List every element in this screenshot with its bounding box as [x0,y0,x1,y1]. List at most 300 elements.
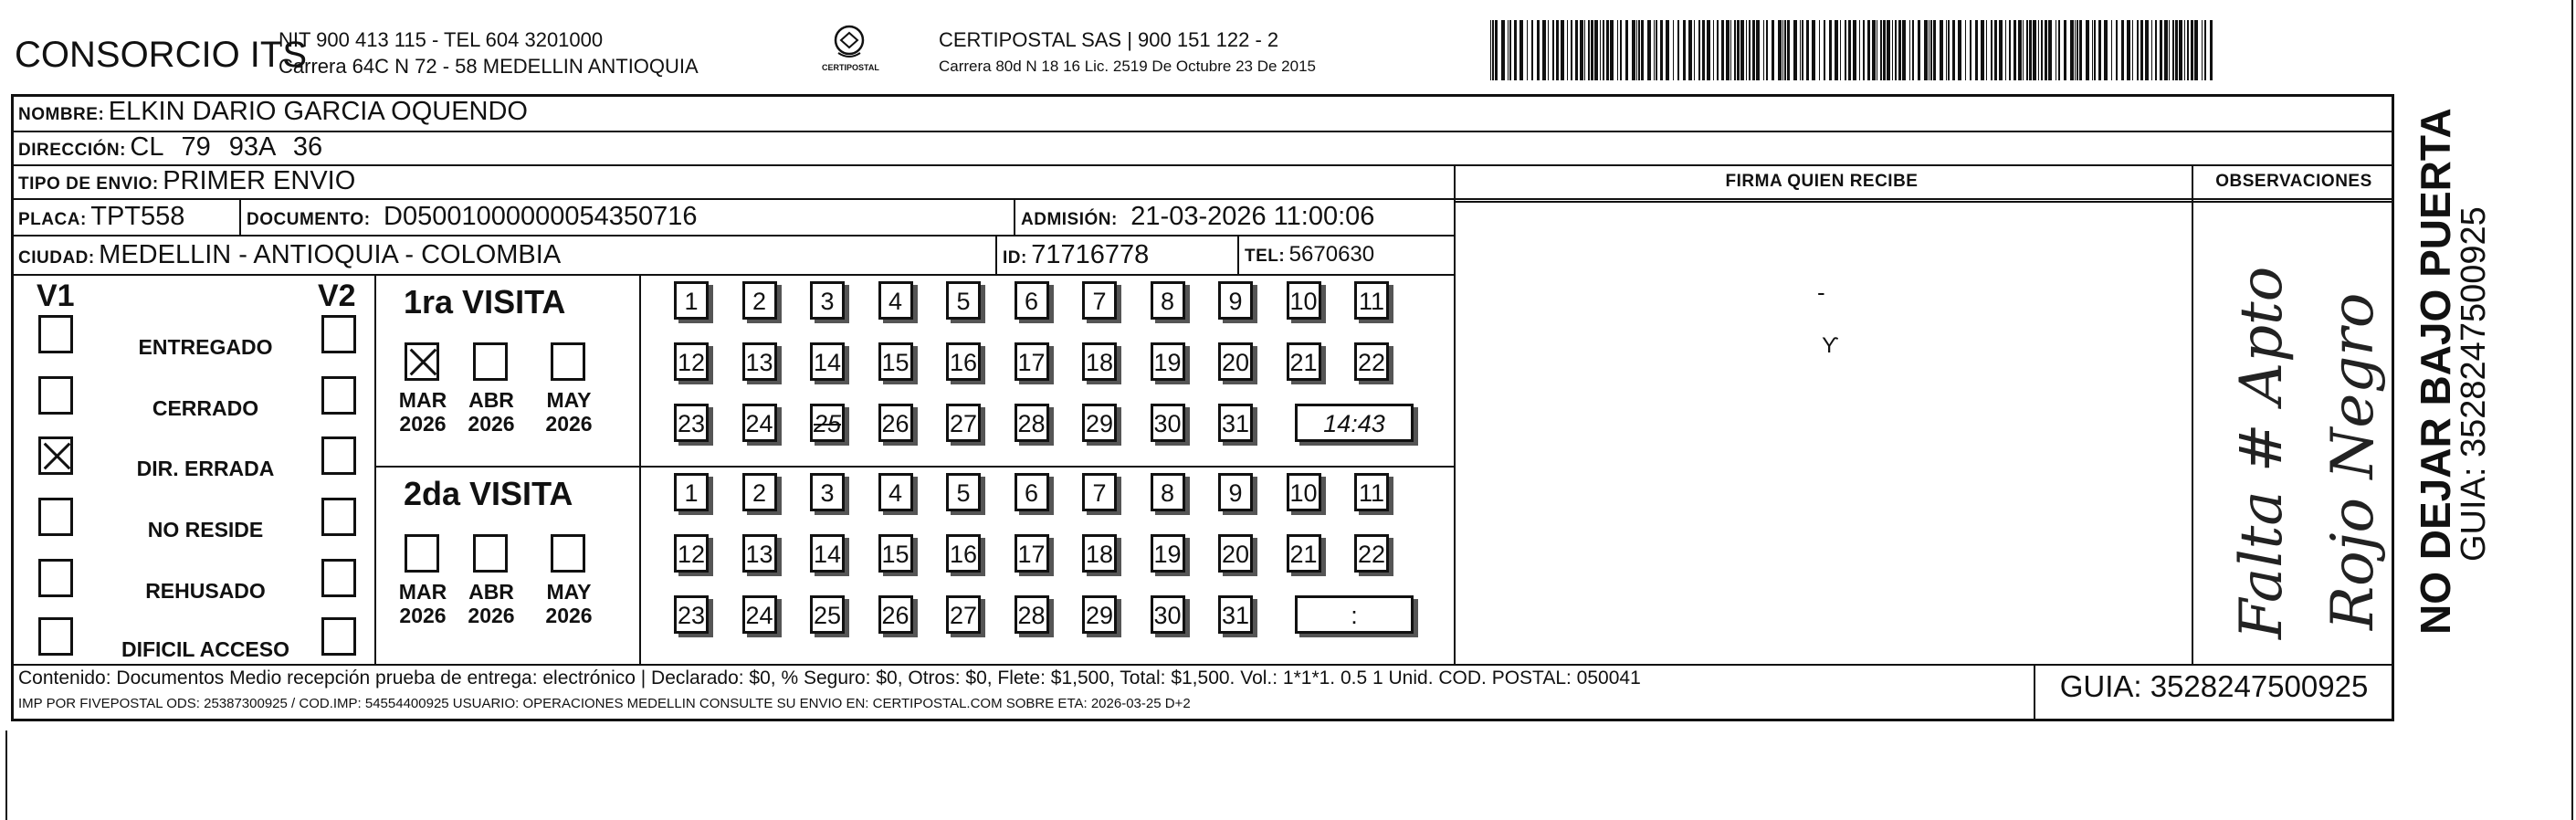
firma-mark: - [1817,279,1825,306]
barcode-bar [1688,20,1692,80]
barcode-bar [1782,20,1783,80]
v2-checkbox[interactable] [321,315,356,353]
barcode-bar [1778,20,1782,80]
day-box[interactable]: 15 [878,342,913,381]
barcode-bar [1713,20,1714,80]
barcode-bar [1636,20,1637,80]
imp-line: IMP POR FIVEPOSTAL ODS: 25387300925 / COD.IMP: 54554400925 USUARIO: OPERACIONES MEDELLIN CONSULTE SU ENVIO EN: CERTIPOSTAL.COM SOBRE ETA: 2026-03-25 D+2 [18,696,1191,711]
barcode-bar [1620,20,1622,80]
contenido-line: Contenido: Documentos Medio recepción prueba de entrega: electrónico | Declarado: $0, % Seguro: $0, Otros: $0, Flete: $1,500, Total: $1,500. Vol.: 1*1*1. 0.5 1 Unid. COD. POSTAL: 050041 [18,668,1641,689]
barcode-bar [1571,20,1572,80]
v2-checkbox[interactable] [321,376,356,415]
status-label: DIR. ERRADA [136,457,275,480]
barcode-bar [1647,20,1651,80]
day-box[interactable]: 18 [1082,342,1117,381]
barcode-bar [2077,20,2078,80]
day-box[interactable]: 21 [1287,534,1321,573]
day-box[interactable]: 2 [742,473,777,511]
v1-checkbox[interactable] [38,315,73,353]
barcode-bar [1981,20,1984,80]
barcode-bar [2164,20,2168,80]
page-edge [2571,0,2573,820]
day-box[interactable]: 19 [1151,534,1185,573]
barcode-bar [2041,20,2043,80]
day-box[interactable]: 28 [1015,595,1049,634]
ciudad-value: MEDELLIN - ANTIOQUIA - COLOMBIA [99,240,562,269]
barcode-bar [2094,20,2096,80]
barcode-bar [1812,20,1815,80]
day-box[interactable]: 27 [946,595,981,634]
barcode-bar [1883,20,1886,80]
day-box[interactable]: 17 [1015,534,1049,573]
barcode-bar [1527,20,1528,80]
barcode-bar [1924,20,1928,80]
barcode-bar [1632,20,1635,80]
firma-label: FIRMA QUIEN RECIBE [1725,172,1919,191]
barcode-bar [2104,20,2108,80]
barcode-bar [1819,20,1820,80]
barcode-bar [2058,20,2060,80]
month-checkbox[interactable] [473,342,508,381]
day-box[interactable]: 19 [1151,342,1185,381]
tipo-value: PRIMER ENVIO [163,166,356,195]
nit-line: NIT 900 413 115 - TEL 604 3201000 [279,28,604,51]
day-box[interactable]: 14 [810,534,845,573]
barcode-bar [1660,20,1663,80]
day-box[interactable]: 1 [674,281,709,320]
day-box[interactable]: 27 [946,404,981,442]
day-box[interactable]: 13 [742,534,777,573]
logo-text: CERTIPOSTAL [822,63,879,72]
barcode-bar [1603,20,1604,80]
placa-cell [18,202,184,232]
day-box[interactable]: 1 [674,473,709,511]
barcode-bar [2210,20,2213,80]
month-checkbox[interactable] [405,342,439,381]
v2-checkbox[interactable] [321,559,356,597]
sender-address: Carrera 64C N 72 - 58 MEDELLIN ANTIOQUIA [279,55,699,78]
day-box[interactable]: 25 [810,595,845,634]
barcode-bar [1898,20,1901,80]
tel-value: 5670630 [1288,242,1375,267]
time-box[interactable]: : [1295,595,1414,634]
day-box[interactable]: 23 [674,404,709,442]
barcode-bar [1848,20,1851,80]
barcode-bar [1859,20,1860,80]
placa-value: TPT558 [90,202,185,231]
placa-label: PLACA: [18,210,87,229]
id-value: 71716778 [1031,240,1150,269]
company-address: Carrera 80d N 18 16 Lic. 2519 De Octubre 23 De 2015 [939,58,1316,75]
v2-checkbox[interactable] [321,498,356,536]
barcode-bar [1606,20,1609,80]
day-box[interactable]: 20 [1218,342,1253,381]
barcode-bar [1702,20,1705,80]
month-label: MAY [546,580,592,604]
barcode-bar [1561,20,1564,80]
v1-label: V1 [37,279,75,313]
barcode-bar [2048,20,2052,80]
barcode-bar [1580,20,1583,80]
barcode-bar [1752,20,1755,80]
barcode-bar [1872,20,1876,80]
barcode-bar [1730,20,1731,80]
barcode-bar [2184,20,2185,80]
barcode-bar [1734,20,1736,80]
barcode-bar [1556,20,1559,80]
barcode-bar [1756,20,1760,80]
day-box[interactable]: 30 [1151,595,1185,634]
barcode-bar [1591,20,1593,80]
barcode-bar [1940,20,1943,80]
day-box[interactable]: 3 [810,281,845,320]
barcode-bar [1531,20,1533,80]
barcode-bar [1835,20,1838,80]
day-box[interactable]: 25 [810,404,845,442]
barcode-bar [1853,20,1856,80]
barcode-bar [1800,20,1801,80]
barcode-bar [1895,20,1897,80]
day-box[interactable]: 29 [1082,595,1117,634]
barcode-bar [1575,20,1578,80]
barcode-bar [2070,20,2074,80]
barcode-bar [1584,20,1585,80]
day-box[interactable]: 7 [1082,473,1117,511]
day-box[interactable]: 12 [674,534,709,573]
day-box[interactable]: 24 [742,595,777,634]
barcode-bar [1698,20,1700,80]
status-label: CERRADO [152,396,259,420]
barcode-bar [1746,20,1747,80]
barcode-bar [2151,20,2152,80]
barcode-bar [1617,20,1618,80]
id-cell [1003,240,1149,270]
barcode-bar [2191,20,2193,80]
barcode-bar [1673,20,1674,80]
day-box[interactable]: 15 [878,534,913,573]
month-label: MAR [398,388,447,412]
barcode-bar [1508,20,1509,80]
barcode-bar [1867,20,1870,80]
day-box[interactable]: 3 [810,473,845,511]
barcode-bar [1970,20,1971,80]
barcode-bar [2026,20,2028,80]
day-box[interactable]: 13 [742,342,777,381]
barcode-bar [1986,20,1987,80]
barcode-bar [1766,20,1768,80]
barcode-bar [2018,20,2022,80]
day-box[interactable]: 12 [674,342,709,381]
barcode-bar [1952,20,1955,80]
year-label: 2026 [468,412,515,436]
barcode-bar [1975,20,1978,80]
admision-cell [1021,202,1374,232]
v1-checkbox[interactable] [38,559,73,597]
year-label: 2026 [545,412,593,436]
barcode-bar [1548,20,1549,80]
company-line: CERTIPOSTAL SAS | 900 151 122 - 2 [939,28,1279,51]
barcode-bar [1509,20,1511,80]
barcode-bar [1902,20,1906,80]
day-box[interactable]: 26 [878,595,913,634]
barcode-bar [1501,20,1505,80]
day-box[interactable]: 6 [1015,281,1049,320]
barcode-bar [2098,20,2101,80]
barcode-bar [1863,20,1865,80]
documento-cell [247,202,698,232]
day-box[interactable]: 11 [1354,281,1389,320]
direccion-label: DIRECCIÓN: [18,141,126,160]
day-box[interactable]: 18 [1082,534,1117,573]
barcode-bar [1737,20,1740,80]
status-label: DIFICIL ACCESO [121,637,289,661]
barcode-bar [1490,20,1491,80]
barcode-bar [1567,20,1568,80]
barcode-bar [1610,20,1614,80]
barcode-bar [1683,20,1686,80]
day-box[interactable]: 4 [878,281,913,320]
v1-checkbox[interactable] [38,376,73,415]
barcode-bar [2045,20,2047,80]
day-box[interactable]: 14 [810,342,845,381]
day-box[interactable]: 31 [1218,404,1253,442]
barcode-bar [1958,20,1961,80]
certipostal-logo [822,24,877,72]
tipo-label: TIPO DE ENVIO: [18,174,159,194]
barcode-bar [1707,20,1710,80]
barcode-bar [1588,20,1590,80]
obs-handwriting-1: Falta # Apto [2228,266,2296,639]
day-box[interactable]: 23 [674,595,709,634]
barcode-bar [2175,20,2178,80]
barcode-bar [2204,20,2206,80]
barcode-bar [2160,20,2162,80]
day-box[interactable]: 24 [742,404,777,442]
barcode-bar [1887,20,1890,80]
time-box[interactable]: 14:43 [1295,404,1414,442]
barcode-bar [1880,20,1882,80]
v1-checkbox[interactable] [38,498,73,536]
tel-cell [1245,242,1374,268]
day-box[interactable]: 21 [1287,342,1321,381]
barcode-bar [1802,20,1803,80]
barcode-bar [1594,20,1598,80]
barcode-bar [1918,20,1920,80]
barcode-bar [2169,20,2170,80]
barcode-bar [1824,20,1825,80]
day-box[interactable]: 28 [1015,404,1049,442]
barcode-bar [1991,20,1992,80]
brand-name: CONSORCIO ITS [15,35,308,75]
barcode-bar [1666,20,1669,80]
barcode-bar [2140,20,2143,80]
barcode-bar [2172,20,2174,80]
direccion-row [18,132,322,163]
barcode-bar [2092,20,2093,80]
barcode-bar [1829,20,1832,80]
tipo-row [18,166,355,196]
barcode-bar [2029,20,2032,80]
v1-checkbox[interactable] [38,617,73,656]
direccion-value: CL 79 93A 36 [130,132,323,162]
day-box[interactable]: 30 [1151,404,1185,442]
barcode-bar [1845,20,1846,80]
barcode-bar [1721,20,1724,80]
barcode-bar [1542,20,1546,80]
barcode-bar [1726,20,1730,80]
day-box[interactable]: 22 [1354,534,1389,573]
nombre-row [18,97,528,127]
day-box[interactable]: 7 [1082,281,1117,320]
barcode-bar [2075,20,2076,80]
month-checkbox[interactable] [405,534,439,573]
barcode-bar [2009,20,2011,80]
barcode-bar [1641,20,1644,80]
barcode-bar [2079,20,2082,80]
barcode-bar [1784,20,1786,80]
barcode-bar [1933,20,1936,80]
barcode-bar [2038,20,2039,80]
ciudad-cell [18,240,561,270]
year-label: 2026 [468,604,515,627]
observaciones-label: OBSERVACIONES [2215,172,2372,191]
admision-value: 21-03-2026 11:00:06 [1130,202,1375,231]
barcode-bar [1717,20,1719,80]
day-box[interactable]: 11 [1354,473,1389,511]
day-box[interactable]: 2 [742,281,777,320]
day-box[interactable]: 16 [946,342,981,381]
barcode-bar [1946,20,1947,80]
second-visit-label: 2da VISITA [404,475,573,512]
barcode-bar [2155,20,2157,80]
v2-label: V2 [318,279,356,313]
barcode-bar [2194,20,2198,80]
nombre-value: ELKIN DARIO GARCIA OQUENDO [108,97,528,126]
status-label: ENTREGADO [138,335,273,359]
day-box[interactable]: 9 [1218,473,1253,511]
barcode-bar [2187,20,2189,80]
barcode-bar [2132,20,2133,80]
year-label: 2026 [399,604,447,627]
documento-label: DOCUMENTO: [247,210,371,229]
side-guia-text: GUIA: 3528247500925 [2455,206,2493,562]
barcode-bar [1763,20,1764,80]
barcode [1488,20,2219,80]
barcode-bar [1495,20,1498,80]
barcode-bar [1492,20,1494,80]
no-dejar-text: NO DEJAR BAJO PUERTA [2412,108,2459,635]
day-box[interactable]: 16 [946,534,981,573]
nombre-label: NOMBRE: [18,105,105,124]
day-box[interactable]: 6 [1015,473,1049,511]
day-box[interactable]: 10 [1287,281,1321,320]
barcode-bar [1909,20,1910,80]
barcode-bar [2116,20,2118,80]
month-label: ABR [468,580,514,604]
barcode-bar [2137,20,2139,80]
status-label: NO RESIDE [147,518,264,541]
barcode-bar [1654,20,1655,80]
barcode-bar [1999,20,2003,80]
barcode-bar [2202,20,2203,80]
day-box[interactable]: 8 [1151,281,1185,320]
day-box[interactable]: 26 [878,404,913,442]
barcode-bar [2111,20,2112,80]
barcode-bar [1840,20,1841,80]
guia-box: GUIA: 3528247500925 [2059,669,2369,703]
barcode-bar [2064,20,2066,80]
barcode-bar [2127,20,2130,80]
day-box[interactable]: 4 [878,473,913,511]
barcode-bars [1488,20,2219,80]
day-box[interactable]: 22 [1354,342,1389,381]
barcode-bar [1930,20,1932,80]
day-box[interactable]: 5 [946,473,981,511]
barcode-bar [1600,20,1601,80]
barcode-bar [1749,20,1751,80]
barcode-bar [1787,20,1790,80]
month-checkbox[interactable] [551,342,585,381]
day-box[interactable]: 8 [1151,473,1185,511]
barcode-bar [1892,20,1893,80]
day-box[interactable]: 20 [1218,534,1253,573]
day-box[interactable]: 29 [1082,404,1117,442]
first-visit-label: 1ra VISITA [404,283,566,321]
admision-label: ADMISIÓN: [1021,210,1118,229]
barcode-bar [2005,20,2006,80]
barcode-bar [1694,20,1695,80]
barcode-bar [1740,20,1744,80]
barcode-bar [1912,20,1914,80]
day-box[interactable]: 9 [1218,281,1253,320]
day-box[interactable]: 5 [946,281,981,320]
month-checkbox[interactable] [473,534,508,573]
day-box[interactable]: 31 [1218,595,1253,634]
barcode-bar [1514,20,1517,80]
month-label: ABR [468,388,514,412]
month-label: MAY [546,388,592,412]
logo-icon [829,24,869,60]
barcode-bar [2086,20,2089,80]
barcode-bar [1519,20,1523,80]
year-label: 2026 [545,604,593,627]
barcode-bar [1656,20,1657,80]
barcode-bar [2013,20,2016,80]
month-checkbox[interactable] [551,534,585,573]
barcode-bar [1948,20,1950,80]
barcode-bar [1994,20,1997,80]
barcode-bar [1965,20,1966,80]
barcode-bar [1806,20,1809,80]
status-label: REHUSADO [145,579,266,603]
day-box[interactable]: 17 [1015,342,1049,381]
barcode-bar [1793,20,1797,80]
barcode-bar [2121,20,2124,80]
id-label: ID: [1003,248,1027,268]
ciudad-label: CIUDAD: [18,248,95,268]
v2-checkbox[interactable] [321,436,356,475]
obs-handwriting-2: Rojo Negro [2319,292,2387,630]
barcode-bar [1677,20,1679,80]
v1-checkbox[interactable] [38,436,73,475]
barcode-bar [1537,20,1540,80]
day-box[interactable]: 10 [1287,473,1321,511]
year-label: 2026 [399,412,447,436]
v2-checkbox[interactable] [321,617,356,656]
barcode-bar [2023,20,2024,80]
barcode-bar [2033,20,2036,80]
barcode-bar [1625,20,1628,80]
